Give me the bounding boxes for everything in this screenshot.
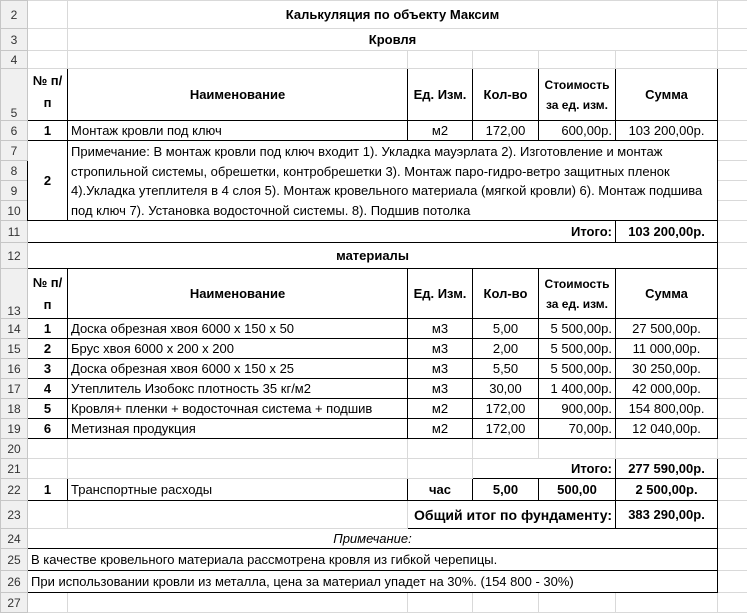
- row-header[interactable]: 19: [1, 419, 28, 439]
- material-num: 6: [28, 419, 68, 439]
- grand-total-label: Общий итог по фундаменту:: [408, 501, 616, 529]
- header-num: № п/п: [28, 69, 68, 121]
- row-header[interactable]: 24: [1, 529, 28, 549]
- material-name[interactable]: Доска обрезная хвоя 6000 х 150 х 25: [68, 359, 408, 379]
- sheet-title: Калькуляция по объекту Максим: [68, 1, 718, 29]
- row-header[interactable]: 5: [1, 69, 28, 121]
- row-header[interactable]: 23: [1, 501, 28, 529]
- roof-total-value[interactable]: 103 200,00р.: [616, 221, 718, 243]
- grand-total-value[interactable]: 383 290,00р.: [616, 501, 718, 529]
- material-qty[interactable]: 172,00: [473, 419, 539, 439]
- materials-total-value[interactable]: 277 590,00р.: [616, 459, 718, 479]
- row-header[interactable]: 9: [1, 181, 28, 201]
- row-header[interactable]: 6: [1, 121, 28, 141]
- materials-total-label: Итого:: [539, 459, 616, 479]
- roof-item-unit[interactable]: м2: [408, 121, 473, 141]
- row-header[interactable]: 11: [1, 221, 28, 243]
- header-qty: Кол-во: [473, 69, 539, 121]
- row-header[interactable]: 21: [1, 459, 28, 479]
- roof-item-qty[interactable]: 172,00: [473, 121, 539, 141]
- note-num: 2: [28, 141, 68, 221]
- material-name[interactable]: Метизная продукция: [68, 419, 408, 439]
- roof-item-num: 1: [28, 121, 68, 141]
- transport-price[interactable]: 500,00: [539, 479, 616, 501]
- material-sum[interactable]: 11 000,00р.: [616, 339, 718, 359]
- material-price[interactable]: 5 500,00р.: [539, 319, 616, 339]
- transport-qty[interactable]: 5,00: [473, 479, 539, 501]
- row-header[interactable]: 26: [1, 571, 28, 593]
- row-header[interactable]: 20: [1, 439, 28, 459]
- transport-num: 1: [28, 479, 68, 501]
- roof-total-label: Итого:: [539, 221, 616, 243]
- header-sum: Сумма: [616, 69, 718, 121]
- material-unit[interactable]: м2: [408, 399, 473, 419]
- section-materials-title: материалы: [28, 243, 718, 269]
- header-unit: Ед. Изм.: [408, 269, 473, 319]
- roof-item-price[interactable]: 600,00р.: [539, 121, 616, 141]
- material-price[interactable]: 5 500,00р.: [539, 339, 616, 359]
- row-header[interactable]: 17: [1, 379, 28, 399]
- material-unit[interactable]: м2: [408, 419, 473, 439]
- row-header[interactable]: 3: [1, 29, 28, 51]
- row-header[interactable]: 22: [1, 479, 28, 501]
- material-qty[interactable]: 5,50: [473, 359, 539, 379]
- material-name[interactable]: Брус хвоя 6000 х 200 х 200: [68, 339, 408, 359]
- material-price[interactable]: 1 400,00р.: [539, 379, 616, 399]
- row-header[interactable]: 13: [1, 269, 28, 319]
- material-sum[interactable]: 30 250,00р.: [616, 359, 718, 379]
- material-price[interactable]: 5 500,00р.: [539, 359, 616, 379]
- header-name: Наименование: [68, 69, 408, 121]
- material-num: 1: [28, 319, 68, 339]
- row-header[interactable]: 12: [1, 243, 28, 269]
- material-name[interactable]: Утеплитель Изобокс плотность 35 кг/м2: [68, 379, 408, 399]
- row-header[interactable]: 10: [1, 201, 28, 221]
- row-header[interactable]: 15: [1, 339, 28, 359]
- section-roof-title: Кровля: [68, 29, 718, 51]
- material-name[interactable]: Доска обрезная хвоя 6000 х 150 х 50: [68, 319, 408, 339]
- material-price[interactable]: 70,00р.: [539, 419, 616, 439]
- material-name[interactable]: Кровля+ пленки + водосточная система + подшив: [68, 399, 408, 419]
- roof-note-text[interactable]: Примечание: В монтаж кровли под ключ входит 1). Укладка мауэрлата 2). Изготовление и монтаж стропильной системы, обрешетки, контробрешетки 3). Монтаж паро-гидро-ветро защитных пленок 4).Укладка утеплителя в 4 слоя 5). Монтаж кровельного материала (мягкой кровли) 6). Монтаж подшива под ключ 7). Установка водосточной системы. 8). Подшив потолка: [68, 141, 718, 221]
- material-num: 5: [28, 399, 68, 419]
- transport-unit[interactable]: час: [408, 479, 473, 501]
- material-qty[interactable]: 172,00: [473, 399, 539, 419]
- row-header[interactable]: 8: [1, 161, 28, 181]
- header-price: Стоимость за ед. изм.: [539, 69, 616, 121]
- material-price[interactable]: 900,00р.: [539, 399, 616, 419]
- header-unit: Ед. Изм.: [408, 69, 473, 121]
- row-header[interactable]: 16: [1, 359, 28, 379]
- material-num: 4: [28, 379, 68, 399]
- remark-label: Примечание:: [28, 529, 718, 549]
- material-sum[interactable]: 42 000,00р.: [616, 379, 718, 399]
- header-sum: Сумма: [616, 269, 718, 319]
- row-header[interactable]: 18: [1, 399, 28, 419]
- remark-line-1[interactable]: В качестве кровельного материала рассмотрена кровля из гибкой черепицы.: [28, 549, 718, 571]
- row-header[interactable]: 14: [1, 319, 28, 339]
- row-header[interactable]: 4: [1, 51, 28, 69]
- material-unit[interactable]: м3: [408, 379, 473, 399]
- header-num: № п/п: [28, 269, 68, 319]
- transport-name[interactable]: Транспортные расходы: [68, 479, 408, 501]
- material-unit[interactable]: м3: [408, 319, 473, 339]
- material-qty[interactable]: 30,00: [473, 379, 539, 399]
- header-qty: Кол-во: [473, 269, 539, 319]
- material-unit[interactable]: м3: [408, 339, 473, 359]
- header-price: Стоимость за ед. изм.: [539, 269, 616, 319]
- roof-item-name[interactable]: Монтаж кровли под ключ: [68, 121, 408, 141]
- material-sum[interactable]: 154 800,00р.: [616, 399, 718, 419]
- row-header[interactable]: 27: [1, 593, 28, 613]
- row-header[interactable]: 2: [1, 1, 28, 29]
- remark-line-2[interactable]: При использовании кровли из металла, цена за материал упадет на 30%. (154 800 - 30%): [28, 571, 718, 593]
- material-sum[interactable]: 12 040,00р.: [616, 419, 718, 439]
- row-header[interactable]: 7: [1, 141, 28, 161]
- transport-sum[interactable]: 2 500,00р.: [616, 479, 718, 501]
- material-qty[interactable]: 2,00: [473, 339, 539, 359]
- material-num: 3: [28, 359, 68, 379]
- roof-item-sum[interactable]: 103 200,00р.: [616, 121, 718, 141]
- row-header[interactable]: 25: [1, 549, 28, 571]
- material-unit[interactable]: м3: [408, 359, 473, 379]
- header-name: Наименование: [68, 269, 408, 319]
- material-sum[interactable]: 27 500,00р.: [616, 319, 718, 339]
- material-num: 2: [28, 339, 68, 359]
- material-qty[interactable]: 5,00: [473, 319, 539, 339]
